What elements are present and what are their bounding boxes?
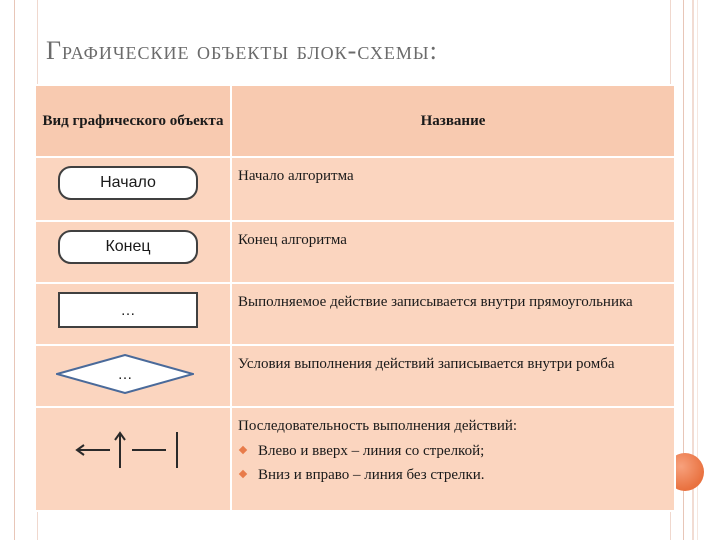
- table-row: [35, 283, 675, 345]
- list-item: Вниз и вправо – линия без стрелки.: [238, 464, 666, 486]
- decision-shape-label: …: [117, 365, 133, 383]
- terminator-shape-start: Начало: [58, 166, 198, 200]
- table-row: [35, 221, 675, 283]
- terminator-shape-end: Конец: [58, 230, 198, 264]
- shape-cell: [35, 345, 231, 407]
- shape-cell: [35, 283, 231, 345]
- shape-cell: [35, 221, 231, 283]
- shape-cell: [35, 407, 231, 511]
- shape-cell: [35, 157, 231, 221]
- table-row: [35, 345, 675, 407]
- flow-rules-list: [238, 440, 666, 486]
- header-name: Название: [231, 85, 675, 157]
- header-shape-type: Вид графического объекта: [35, 85, 231, 157]
- table-row: [35, 157, 675, 221]
- description-cell: Выполняемое действие записывается внутри прямоугольника: [231, 283, 675, 345]
- flow-description: Последовательность выполнения действий:: [238, 418, 518, 434]
- description-cell: [231, 407, 675, 511]
- slide-title: Графические объекты блок-схемы:: [46, 36, 438, 65]
- description-cell: Начало алгоритма: [231, 157, 675, 221]
- table-row: [35, 407, 675, 511]
- flow-lines-icon: [72, 428, 182, 472]
- list-item: Влево и вверх – линия со стрелкой;: [238, 440, 666, 462]
- bullet-diamond-icon: [239, 470, 247, 478]
- bullet-diamond-icon: [239, 446, 247, 454]
- description-cell: Условия выполнения действий записывается внутри ромба: [231, 345, 675, 407]
- table-header-row: [35, 85, 675, 157]
- process-shape: …: [58, 292, 198, 328]
- description-cell: Конец алгоритма: [231, 221, 675, 283]
- flowchart-shapes-table: [34, 84, 676, 512]
